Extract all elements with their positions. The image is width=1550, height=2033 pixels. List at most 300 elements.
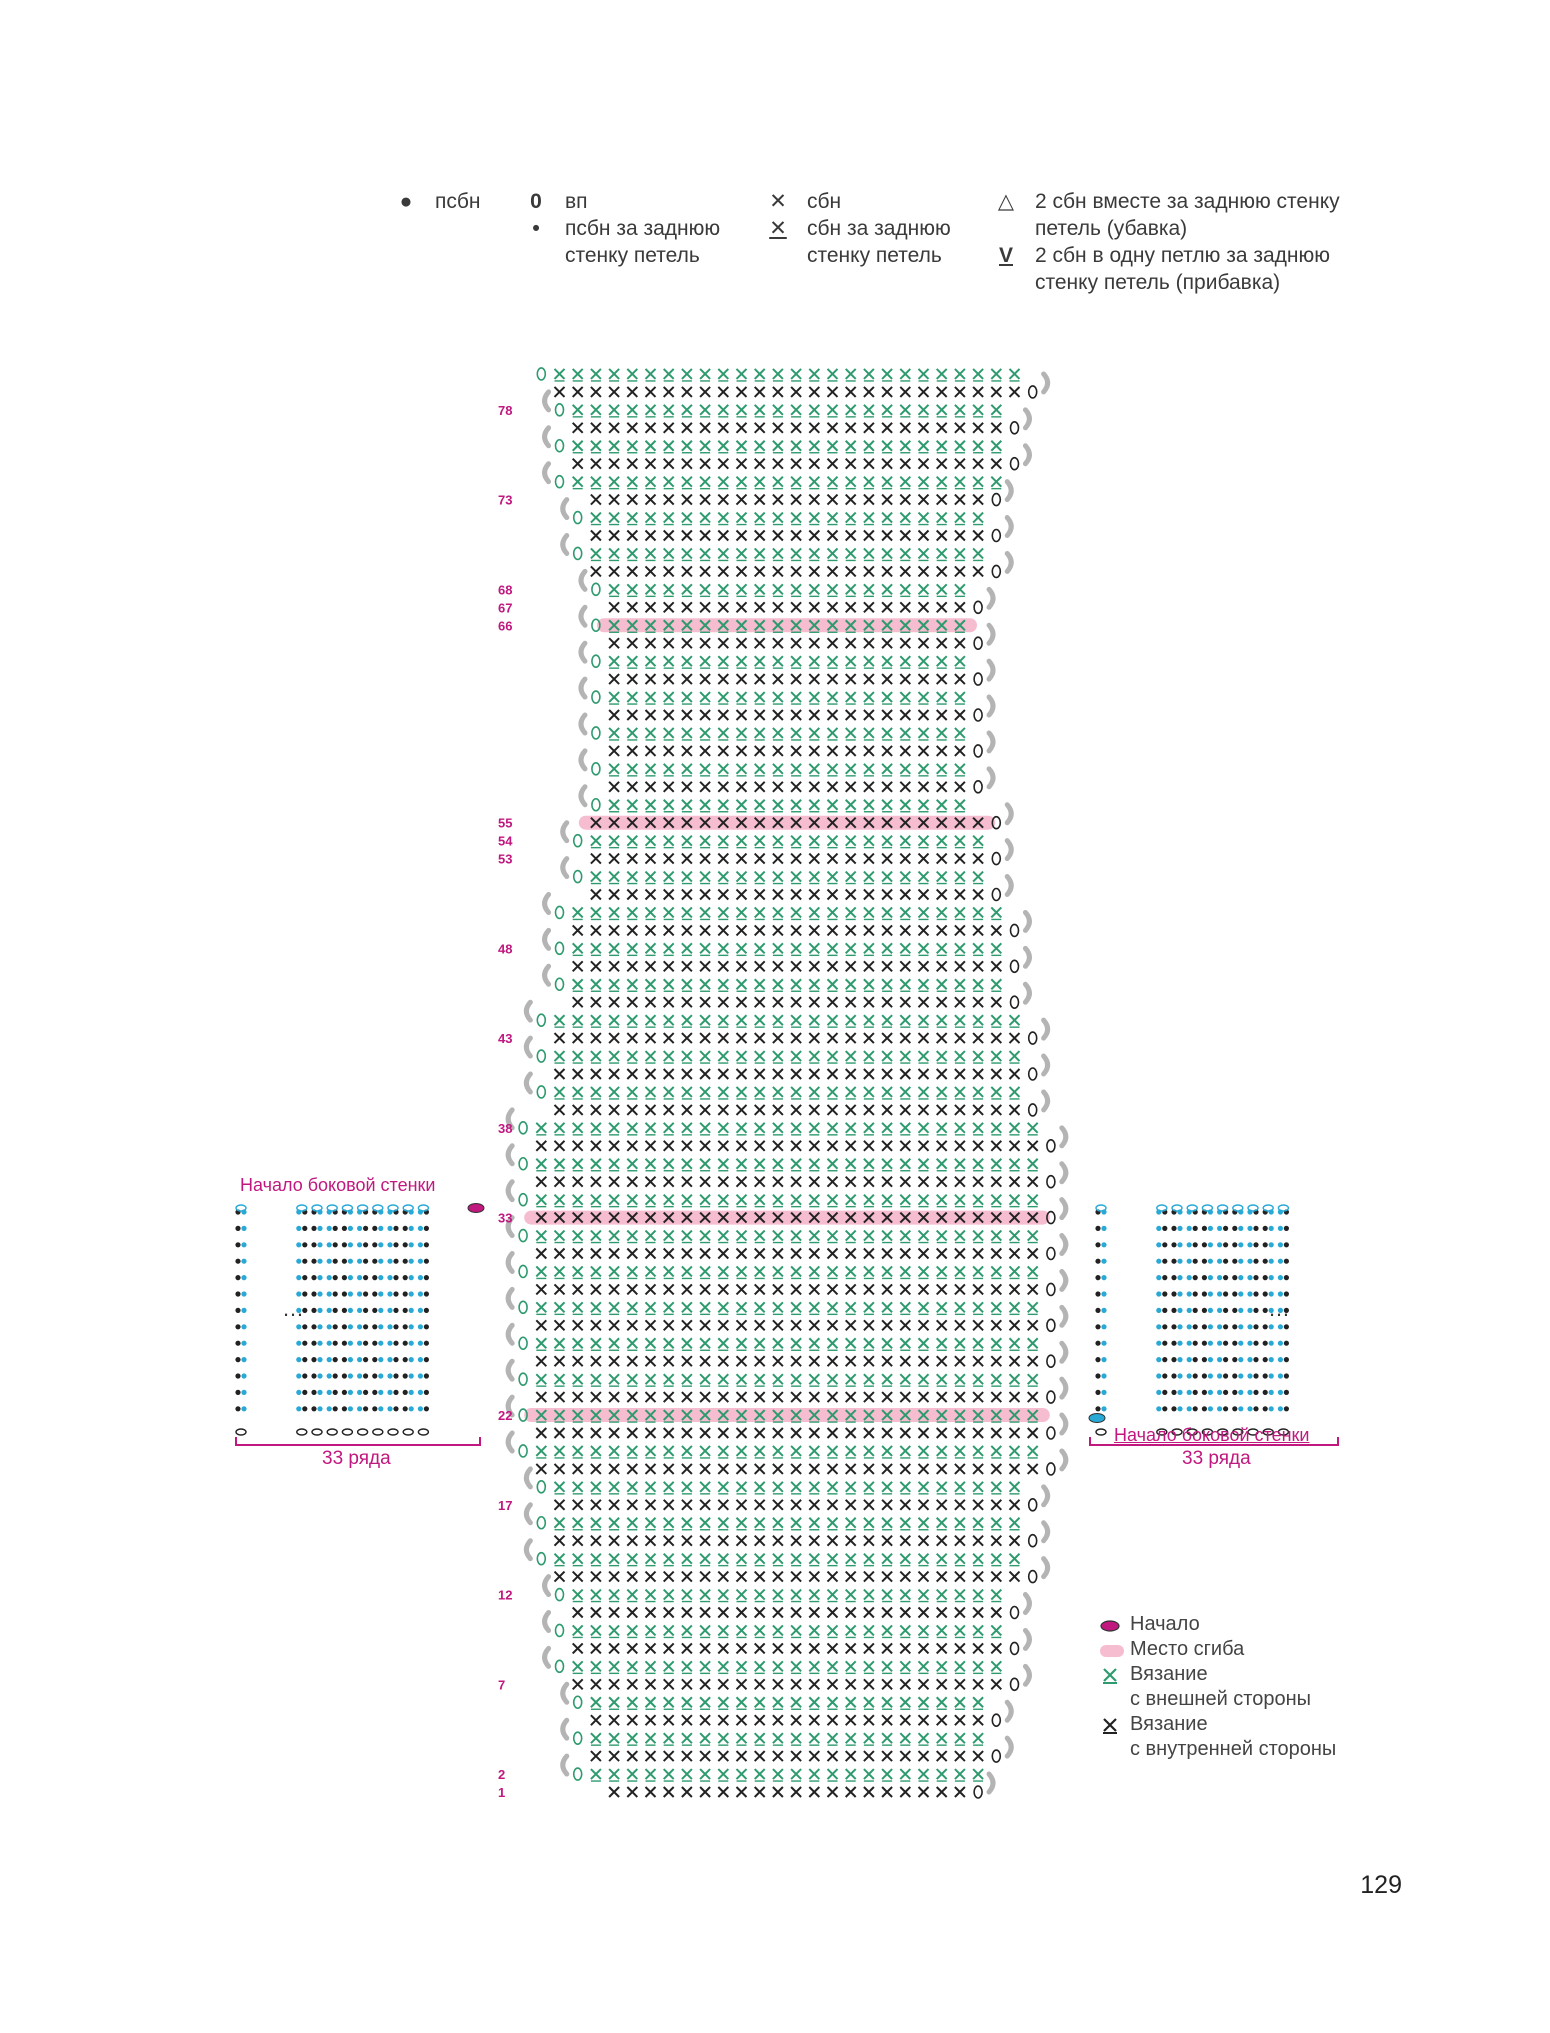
- stitch-mark: [627, 1123, 637, 1133]
- side-stitch-dot: [1193, 1324, 1198, 1329]
- stitch-mark: [573, 1518, 583, 1528]
- stitch-mark: [718, 1338, 728, 1348]
- side-stitch-dot: [1232, 1242, 1237, 1247]
- side-stitch-dot: [403, 1226, 408, 1231]
- stitch-mark: [609, 1715, 619, 1725]
- stitch-mark: [900, 1320, 910, 1330]
- side-stitch-dot: [235, 1226, 240, 1231]
- stitch-mark: [864, 1069, 874, 1079]
- stitch-mark: [664, 405, 674, 415]
- stitch-mark: [846, 1159, 856, 1169]
- stitch-mark: [791, 1572, 801, 1582]
- stitch-mark: [682, 710, 692, 720]
- stitch-mark: [846, 1518, 856, 1528]
- side-chain: [1278, 1205, 1288, 1211]
- side-stitch-dot: [311, 1291, 316, 1296]
- stitch-mark: [828, 1320, 838, 1330]
- stitch-mark: [573, 477, 583, 487]
- side-stitch-dot: [327, 1308, 332, 1313]
- stitch-mark: [737, 872, 747, 882]
- side-stitch-dot: [1223, 1308, 1228, 1313]
- stitch-mark: [828, 566, 838, 576]
- stitch-mark: [919, 836, 929, 846]
- chain-stitch: [974, 601, 982, 613]
- side-stitch-dot: [1263, 1390, 1268, 1395]
- stitch-mark: [900, 728, 910, 738]
- stitch-mark: [609, 1446, 619, 1456]
- side-stitch-dot: [235, 1357, 240, 1362]
- stitch-mark: [828, 1105, 838, 1115]
- stitch-mark: [1010, 1320, 1020, 1330]
- stitch-mark: [828, 1374, 838, 1384]
- stitch-mark: [882, 1338, 892, 1348]
- stitch-mark: [573, 1249, 583, 1259]
- stitch-mark: [1010, 1231, 1020, 1241]
- stitch-mark: [591, 1590, 601, 1600]
- stitch-mark: [973, 1608, 983, 1618]
- stitch-mark: [991, 405, 1001, 415]
- stitch-mark: [609, 1141, 619, 1151]
- stitch-mark: [955, 764, 965, 774]
- stitch-mark: [591, 1015, 601, 1025]
- stitch-mark: [755, 800, 765, 810]
- side-stitch-dot: [1187, 1341, 1192, 1346]
- stitch-mark: [973, 441, 983, 451]
- stitch-mark: [773, 710, 783, 720]
- side-stitch-dot: [1202, 1390, 1207, 1395]
- side-stitch-dot: [393, 1226, 398, 1231]
- stitch-mark: [791, 1392, 801, 1402]
- stitch-mark: [919, 1374, 929, 1384]
- stitch-mark: [609, 1249, 619, 1259]
- stitch-mark: [991, 1428, 1001, 1438]
- stitch-mark: [609, 1123, 619, 1133]
- stitch-mark: [755, 1500, 765, 1510]
- stitch-mark: [809, 1177, 819, 1187]
- stitch-mark: [955, 890, 965, 900]
- stitch-mark: [682, 1177, 692, 1187]
- stitch-mark: [627, 1195, 637, 1205]
- stitch-mark: [900, 369, 910, 379]
- stitch-mark: [955, 1338, 965, 1348]
- stitch-mark: [809, 764, 819, 774]
- stitch-mark: [846, 1033, 856, 1043]
- side-stitch-dot: [333, 1259, 338, 1264]
- side-stitch-dot: [387, 1259, 392, 1264]
- stitch-mark: [955, 1428, 965, 1438]
- stitch-mark: [555, 1374, 565, 1384]
- side-stitch-dot: [1202, 1373, 1207, 1378]
- stitch-mark: [828, 1392, 838, 1402]
- stitch-mark: [973, 1590, 983, 1600]
- stitch-mark: [955, 1625, 965, 1635]
- stitch-mark: [718, 1087, 728, 1097]
- stitch-mark: [718, 1446, 728, 1456]
- stitch-mark: [737, 997, 747, 1007]
- chain-stitch: [592, 727, 600, 739]
- rows-bracket-left: [236, 1437, 480, 1445]
- stitch-mark: [864, 548, 874, 558]
- stitch-mark: [1010, 1123, 1020, 1133]
- side-stitch-dot: [348, 1357, 353, 1362]
- stitch-mark: [973, 1661, 983, 1671]
- stitch-mark: [864, 1302, 874, 1312]
- stitch-mark: [864, 1015, 874, 1025]
- stitch-mark: [755, 979, 765, 989]
- side-stitch-dot: [241, 1357, 246, 1362]
- stitch-mark: [882, 1266, 892, 1276]
- stitch-mark: [646, 1572, 656, 1582]
- stitch-mark: [955, 1284, 965, 1294]
- stitch-mark: [864, 1374, 874, 1384]
- stitch-mark: [919, 1231, 929, 1241]
- stitch-mark: [1010, 1033, 1020, 1043]
- side-stitch-dot: [1095, 1291, 1100, 1296]
- stitch-mark: [700, 638, 710, 648]
- stitch-mark: [937, 1482, 947, 1492]
- side-stitch-dot: [1156, 1357, 1161, 1362]
- turn-arc: [526, 1469, 530, 1487]
- side-stitch-dot: [348, 1406, 353, 1411]
- chain-stitch: [537, 1517, 545, 1529]
- side-stitch-dot: [1223, 1259, 1228, 1264]
- stitch-mark: [991, 369, 1001, 379]
- stitch-mark: [846, 1590, 856, 1600]
- side-stitch-dot: [409, 1308, 414, 1313]
- stitch-mark: [682, 566, 692, 576]
- stitch-mark: [718, 1697, 728, 1707]
- row-number: 12: [498, 1587, 513, 1603]
- stitch-mark: [682, 1284, 692, 1294]
- turn-arc: [1062, 1271, 1066, 1289]
- stitch-mark: [791, 1320, 801, 1330]
- stitch-mark: [809, 1141, 819, 1151]
- stitch-mark: [591, 1518, 601, 1528]
- stitch-mark: [791, 548, 801, 558]
- stitch-mark: [846, 925, 856, 935]
- stitch-mark: [700, 1643, 710, 1653]
- stitch-mark: [609, 1266, 619, 1276]
- stitch-mark: [773, 602, 783, 612]
- outer-label-2: с внешней стороны: [1130, 1688, 1312, 1710]
- stitch-mark: [1028, 1464, 1038, 1474]
- stitch-mark: [919, 872, 929, 882]
- stitch-mark: [555, 1051, 565, 1061]
- stitch-mark: [1010, 1338, 1020, 1348]
- stitch-mark: [791, 943, 801, 953]
- side-stitch-dot: [296, 1373, 301, 1378]
- side-stitch-dot: [296, 1275, 301, 1280]
- stitch-mark: [846, 1320, 856, 1330]
- stitch-mark: [791, 405, 801, 415]
- stitch-mark: [864, 1141, 874, 1151]
- stitch-mark: [846, 584, 856, 594]
- side-stitch-dot: [357, 1341, 362, 1346]
- turn-arc: [581, 679, 585, 697]
- chain-stitch: [537, 1086, 545, 1098]
- stitch-mark: [718, 1536, 728, 1546]
- stitch-mark: [828, 1679, 838, 1689]
- stitch-mark: [882, 1231, 892, 1241]
- stitch-mark: [700, 692, 710, 702]
- side-stitch-dot: [403, 1275, 408, 1280]
- stitch-mark: [937, 872, 947, 882]
- side-stitch-dot: [372, 1390, 377, 1395]
- side-stitch-dot: [327, 1226, 332, 1231]
- stitch-mark: [664, 459, 674, 469]
- chain-stitch: [1011, 458, 1019, 470]
- stitch-mark: [664, 1338, 674, 1348]
- stitch-mark: [955, 1033, 965, 1043]
- stitch-mark: [882, 997, 892, 1007]
- stitch-mark: [627, 1518, 637, 1528]
- side-stitch-dot: [241, 1242, 246, 1247]
- side-stitch-dot: [1193, 1390, 1198, 1395]
- stitch-mark: [718, 1033, 728, 1043]
- stitch-mark: [664, 548, 674, 558]
- stitch-mark: [664, 1625, 674, 1635]
- side-stitch-dot: [1269, 1324, 1274, 1329]
- stitch-mark: [755, 1195, 765, 1205]
- chain-stitch: [1047, 1391, 1055, 1403]
- stitch-mark: [664, 1446, 674, 1456]
- row-number: 78: [498, 402, 513, 418]
- side-stitch-dot: [357, 1242, 362, 1247]
- stitch-mark: [809, 1338, 819, 1348]
- side-stitch-dot: [372, 1242, 377, 1247]
- stitch-mark: [791, 800, 801, 810]
- chain-stitch: [574, 547, 582, 559]
- stitch-mark: [755, 746, 765, 756]
- side-stitch-dot: [296, 1226, 301, 1231]
- stitch-mark: [791, 1733, 801, 1743]
- stitch-mark: [700, 1284, 710, 1294]
- chain-stitch: [519, 1445, 527, 1457]
- stitch-mark: [591, 566, 601, 576]
- stitch-mark: [955, 513, 965, 523]
- turn-arc: [989, 769, 993, 787]
- side-stitch-dot: [333, 1324, 338, 1329]
- side-stitch-dot: [333, 1357, 338, 1362]
- stitch-mark: [900, 1446, 910, 1456]
- stitch-mark: [973, 531, 983, 541]
- stitch-mark: [882, 1464, 892, 1474]
- stitch-mark: [627, 997, 637, 1007]
- stitch-mark: [609, 907, 619, 917]
- side-stitch-dot: [311, 1242, 316, 1247]
- stitch-mark: [900, 566, 910, 576]
- side-chain: [373, 1429, 383, 1435]
- stitch-mark: [882, 566, 892, 576]
- row-number: 73: [498, 492, 513, 508]
- stitch-mark: [700, 1518, 710, 1528]
- stitch-mark: [809, 459, 819, 469]
- stitch-mark: [882, 1105, 892, 1115]
- stitch-mark: [900, 1697, 910, 1707]
- stitch-mark: [900, 836, 910, 846]
- stitch-mark: [791, 1518, 801, 1528]
- side-stitch-dot: [409, 1226, 414, 1231]
- stitch-mark: [591, 854, 601, 864]
- stitch-mark: [609, 728, 619, 738]
- stitch-mark: [755, 1679, 765, 1689]
- side-stitch-dot: [403, 1291, 408, 1296]
- stitch-mark: [555, 1338, 565, 1348]
- stitch-mark: [627, 1482, 637, 1492]
- stitch-mark: [828, 1428, 838, 1438]
- stitch-mark: [846, 1679, 856, 1689]
- stitch-mark: [864, 1249, 874, 1259]
- stitch-mark: [919, 728, 929, 738]
- stitch-mark: [937, 531, 947, 541]
- stitch-mark: [646, 1751, 656, 1761]
- side-stitch-dot: [235, 1406, 240, 1411]
- stitch-mark: [955, 405, 965, 415]
- stitch-mark: [882, 1625, 892, 1635]
- stitch-mark: [700, 548, 710, 558]
- stitch-mark: [627, 1231, 637, 1241]
- stitch-mark: [864, 1590, 874, 1600]
- stitch-mark: [919, 997, 929, 1007]
- turn-arc: [989, 661, 993, 679]
- stitch-mark: [700, 1320, 710, 1330]
- stitch-mark: [773, 477, 783, 487]
- stitch-mark: [755, 423, 765, 433]
- side-stitch-dot: [409, 1406, 414, 1411]
- stitch-mark: [718, 764, 728, 774]
- stitch-mark: [973, 1751, 983, 1761]
- side-stitch-dot: [1187, 1308, 1192, 1313]
- stitch-mark: [737, 943, 747, 953]
- stitch-mark: [973, 1392, 983, 1402]
- stitch-mark: [828, 1590, 838, 1600]
- stitch-mark: [791, 1715, 801, 1725]
- side-stitch-dot: [1162, 1390, 1167, 1395]
- stitch-mark: [991, 1284, 1001, 1294]
- stitch-mark: [755, 943, 765, 953]
- stitch-mark: [755, 441, 765, 451]
- side-stitch-dot: [1232, 1308, 1237, 1313]
- stitch-mark: [755, 836, 765, 846]
- stitch-mark: [664, 710, 674, 720]
- stitch-mark: [846, 674, 856, 684]
- side-stitch-dot: [311, 1373, 316, 1378]
- stitch-mark: [828, 531, 838, 541]
- stitch-mark: [1010, 1069, 1020, 1079]
- chain-stitch: [992, 494, 1000, 506]
- stitch-mark: [627, 1697, 637, 1707]
- stitch-mark: [646, 1051, 656, 1061]
- stitch-mark: [937, 1320, 947, 1330]
- stitch-mark: [973, 1482, 983, 1492]
- stitch-mark: [555, 1464, 565, 1474]
- stitch-mark: [664, 1356, 674, 1366]
- side-stitch-dot: [1284, 1357, 1289, 1362]
- stitch-mark: [718, 441, 728, 451]
- stitch-mark: [882, 1500, 892, 1510]
- stitch-mark: [828, 1787, 838, 1797]
- stitch-mark: [664, 566, 674, 576]
- stitch-mark: [828, 459, 838, 469]
- stitch-mark: [627, 1661, 637, 1671]
- turn-arc: [989, 1774, 993, 1792]
- chain-stitch: [592, 691, 600, 703]
- stitch-mark: [882, 531, 892, 541]
- stitch-mark: [773, 1572, 783, 1582]
- side-stitch-dot: [1193, 1308, 1198, 1313]
- stitch-mark: [973, 1302, 983, 1312]
- stitch-mark: [773, 854, 783, 864]
- decrease-label-1: 2 сбн вместе за заднюю стенку: [1035, 190, 1340, 213]
- stitch-mark: [900, 1195, 910, 1205]
- stitch-mark: [791, 531, 801, 541]
- stitch-mark: [646, 1015, 656, 1025]
- stitch-mark: [919, 674, 929, 684]
- stitch-mark: [809, 477, 819, 487]
- stitch-mark: [791, 1123, 801, 1133]
- side-stitch-dot: [378, 1373, 383, 1378]
- stitch-mark: [882, 907, 892, 917]
- stitch-mark: [864, 907, 874, 917]
- stitch-mark: [627, 477, 637, 487]
- side-chain: [1172, 1205, 1182, 1211]
- stitch-mark: [955, 943, 965, 953]
- chain-stitch: [1011, 1607, 1019, 1619]
- stitch-mark: [700, 513, 710, 523]
- stitch-mark: [609, 782, 619, 792]
- side-stitch-dot: [1217, 1308, 1222, 1313]
- stitch-mark: [828, 1302, 838, 1312]
- start-marker-icon: [1100, 1612, 1124, 1636]
- stitch-mark: [882, 1536, 892, 1546]
- stitch-mark: [791, 1266, 801, 1276]
- turn-arc: [1007, 877, 1011, 895]
- side-stitch-dot: [342, 1308, 347, 1313]
- stitch-mark: [718, 1428, 728, 1438]
- stitch-mark: [828, 1195, 838, 1205]
- side-stitch-dot: [1095, 1390, 1100, 1395]
- side-stitch-dot: [311, 1308, 316, 1313]
- stitch-mark: [682, 584, 692, 594]
- turn-arc: [526, 1541, 530, 1559]
- stitch-mark: [773, 1697, 783, 1707]
- side-stitch-dot: [342, 1406, 347, 1411]
- stitch-mark: [627, 1374, 637, 1384]
- stitch-mark: [973, 1266, 983, 1276]
- stitch-mark: [991, 423, 1001, 433]
- chain-stitch: [1047, 1427, 1055, 1439]
- side-stitch-dot: [241, 1291, 246, 1296]
- stitch-mark: [646, 1715, 656, 1725]
- stitch-mark: [955, 1464, 965, 1474]
- side-stitch-dot: [1193, 1226, 1198, 1231]
- fold-line: [524, 1211, 1050, 1225]
- stitch-mark: [991, 1590, 1001, 1600]
- stitch-mark: [646, 1105, 656, 1115]
- stitch-mark: [937, 459, 947, 469]
- stitch-mark: [882, 1554, 892, 1564]
- stitch-mark: [609, 656, 619, 666]
- chain-stitch: [974, 673, 982, 685]
- stitch-mark: [573, 1590, 583, 1600]
- stitch-mark: [864, 423, 874, 433]
- row-number: 43: [498, 1031, 513, 1047]
- stitch-mark: [718, 1625, 728, 1635]
- stitch-mark: [919, 566, 929, 576]
- stitch-mark: [609, 495, 619, 505]
- turn-arc: [1062, 1307, 1066, 1325]
- side-stitch-dot: [1171, 1357, 1176, 1362]
